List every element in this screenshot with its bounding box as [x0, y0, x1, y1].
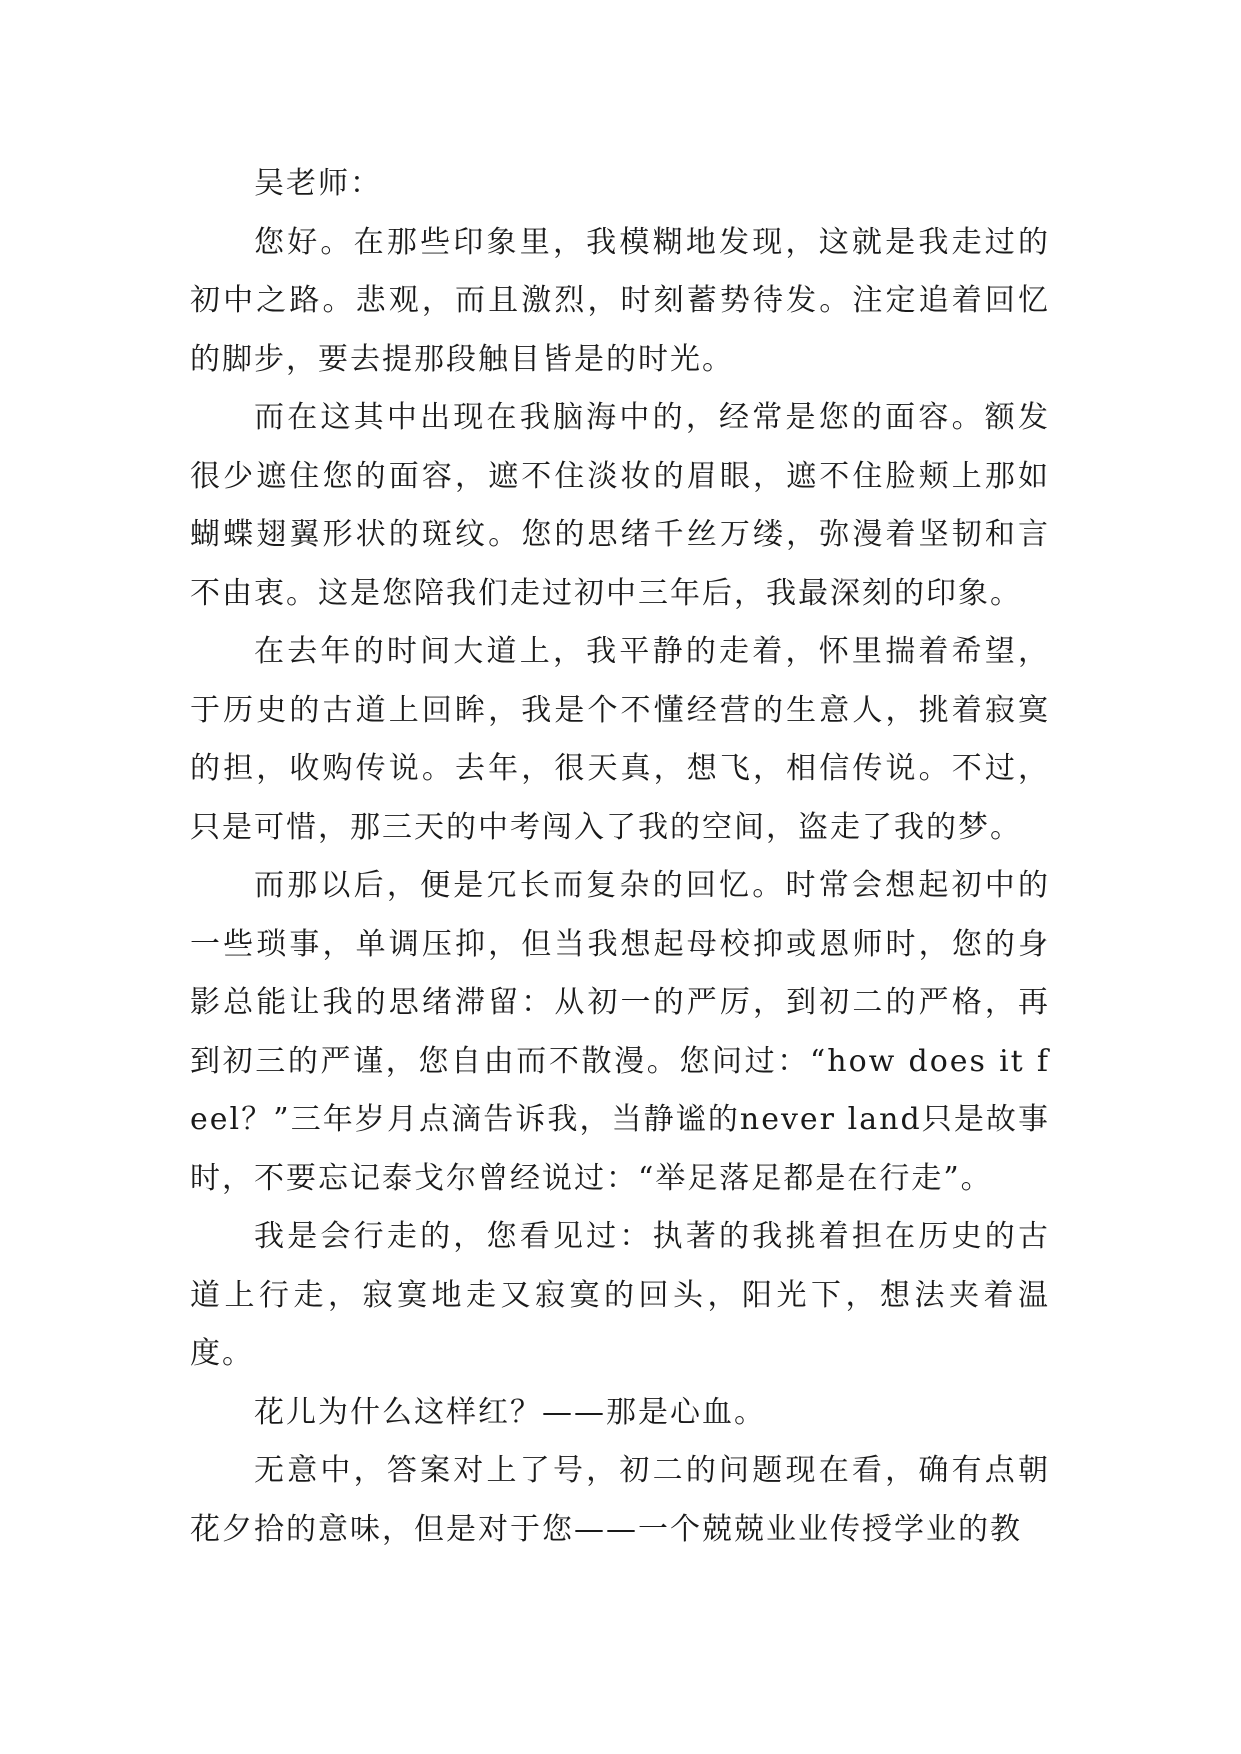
letter-paragraph-6: 花儿为什么这样红？——那是心血。 [254, 1394, 766, 1430]
letter-paragraph-7: 无意中，答案对上了号，初二的问题现在看，确有点朝花夕拾的意味，但是对于您——一个兢兢业业传授学业的教 [190, 1453, 1050, 1547]
letter-paragraph-5: 我是会行走的，您看见过：执著的我挑着担在历史的古道上行走，寂寞地走又寂寞的回头，阳光下，想法夹着温度。 [190, 1219, 1050, 1371]
letter-paragraph-2: 而在这其中出现在我脑海中的，经常是您的面容。额发很少遮住您的面容，遮不住淡妆的眉眼，遮不住脸颊上那如蝴蝶翅翼形状的斑纹。您的思绪千丝万缕，弥漫着坚韧和言不由衷。这是您陪我们走过初中三年后，我最深刻的印象。 [190, 400, 1050, 611]
letter-paragraph-4: 而那以后，便是冗长而复杂的回忆。时常会想起初中的一些琐事，单调压抑，但当我想起母校抑或恩师时，您的身影总能让我的思绪滞留：从初一的严厉，到初二的严格，再到初三的严谨，您自由而不散漫。您问过：“how does it feel？”三年岁月点滴告诉我，当静谧的never land只是故事时，不要忘记泰戈尔曾经说过：“举足落足都是在行走”。 [190, 868, 1050, 1196]
letter-salutation: 吴老师： [254, 166, 382, 201]
letter-paragraph-3: 在去年的时间大道上，我平静的走着，怀里揣着希望，于历史的古道上回眸，我是个不懂经营的生意人，挑着寂寞的担，收购传说。去年，很天真，想飞，相信传说。不过，只是可惜，那三天的中考闯入了我的空间，盗走了我的梦。 [190, 634, 1050, 845]
letter-paragraph-1: 您好。在那些印象里，我模糊地发现，这就是我走过的初中之路。悲观，而且激烈，时刻蓄势待发。注定追着回忆的脚步，要去提那段触目皆是的时光。 [190, 224, 1050, 377]
letter-body [190, 155, 1050, 1559]
